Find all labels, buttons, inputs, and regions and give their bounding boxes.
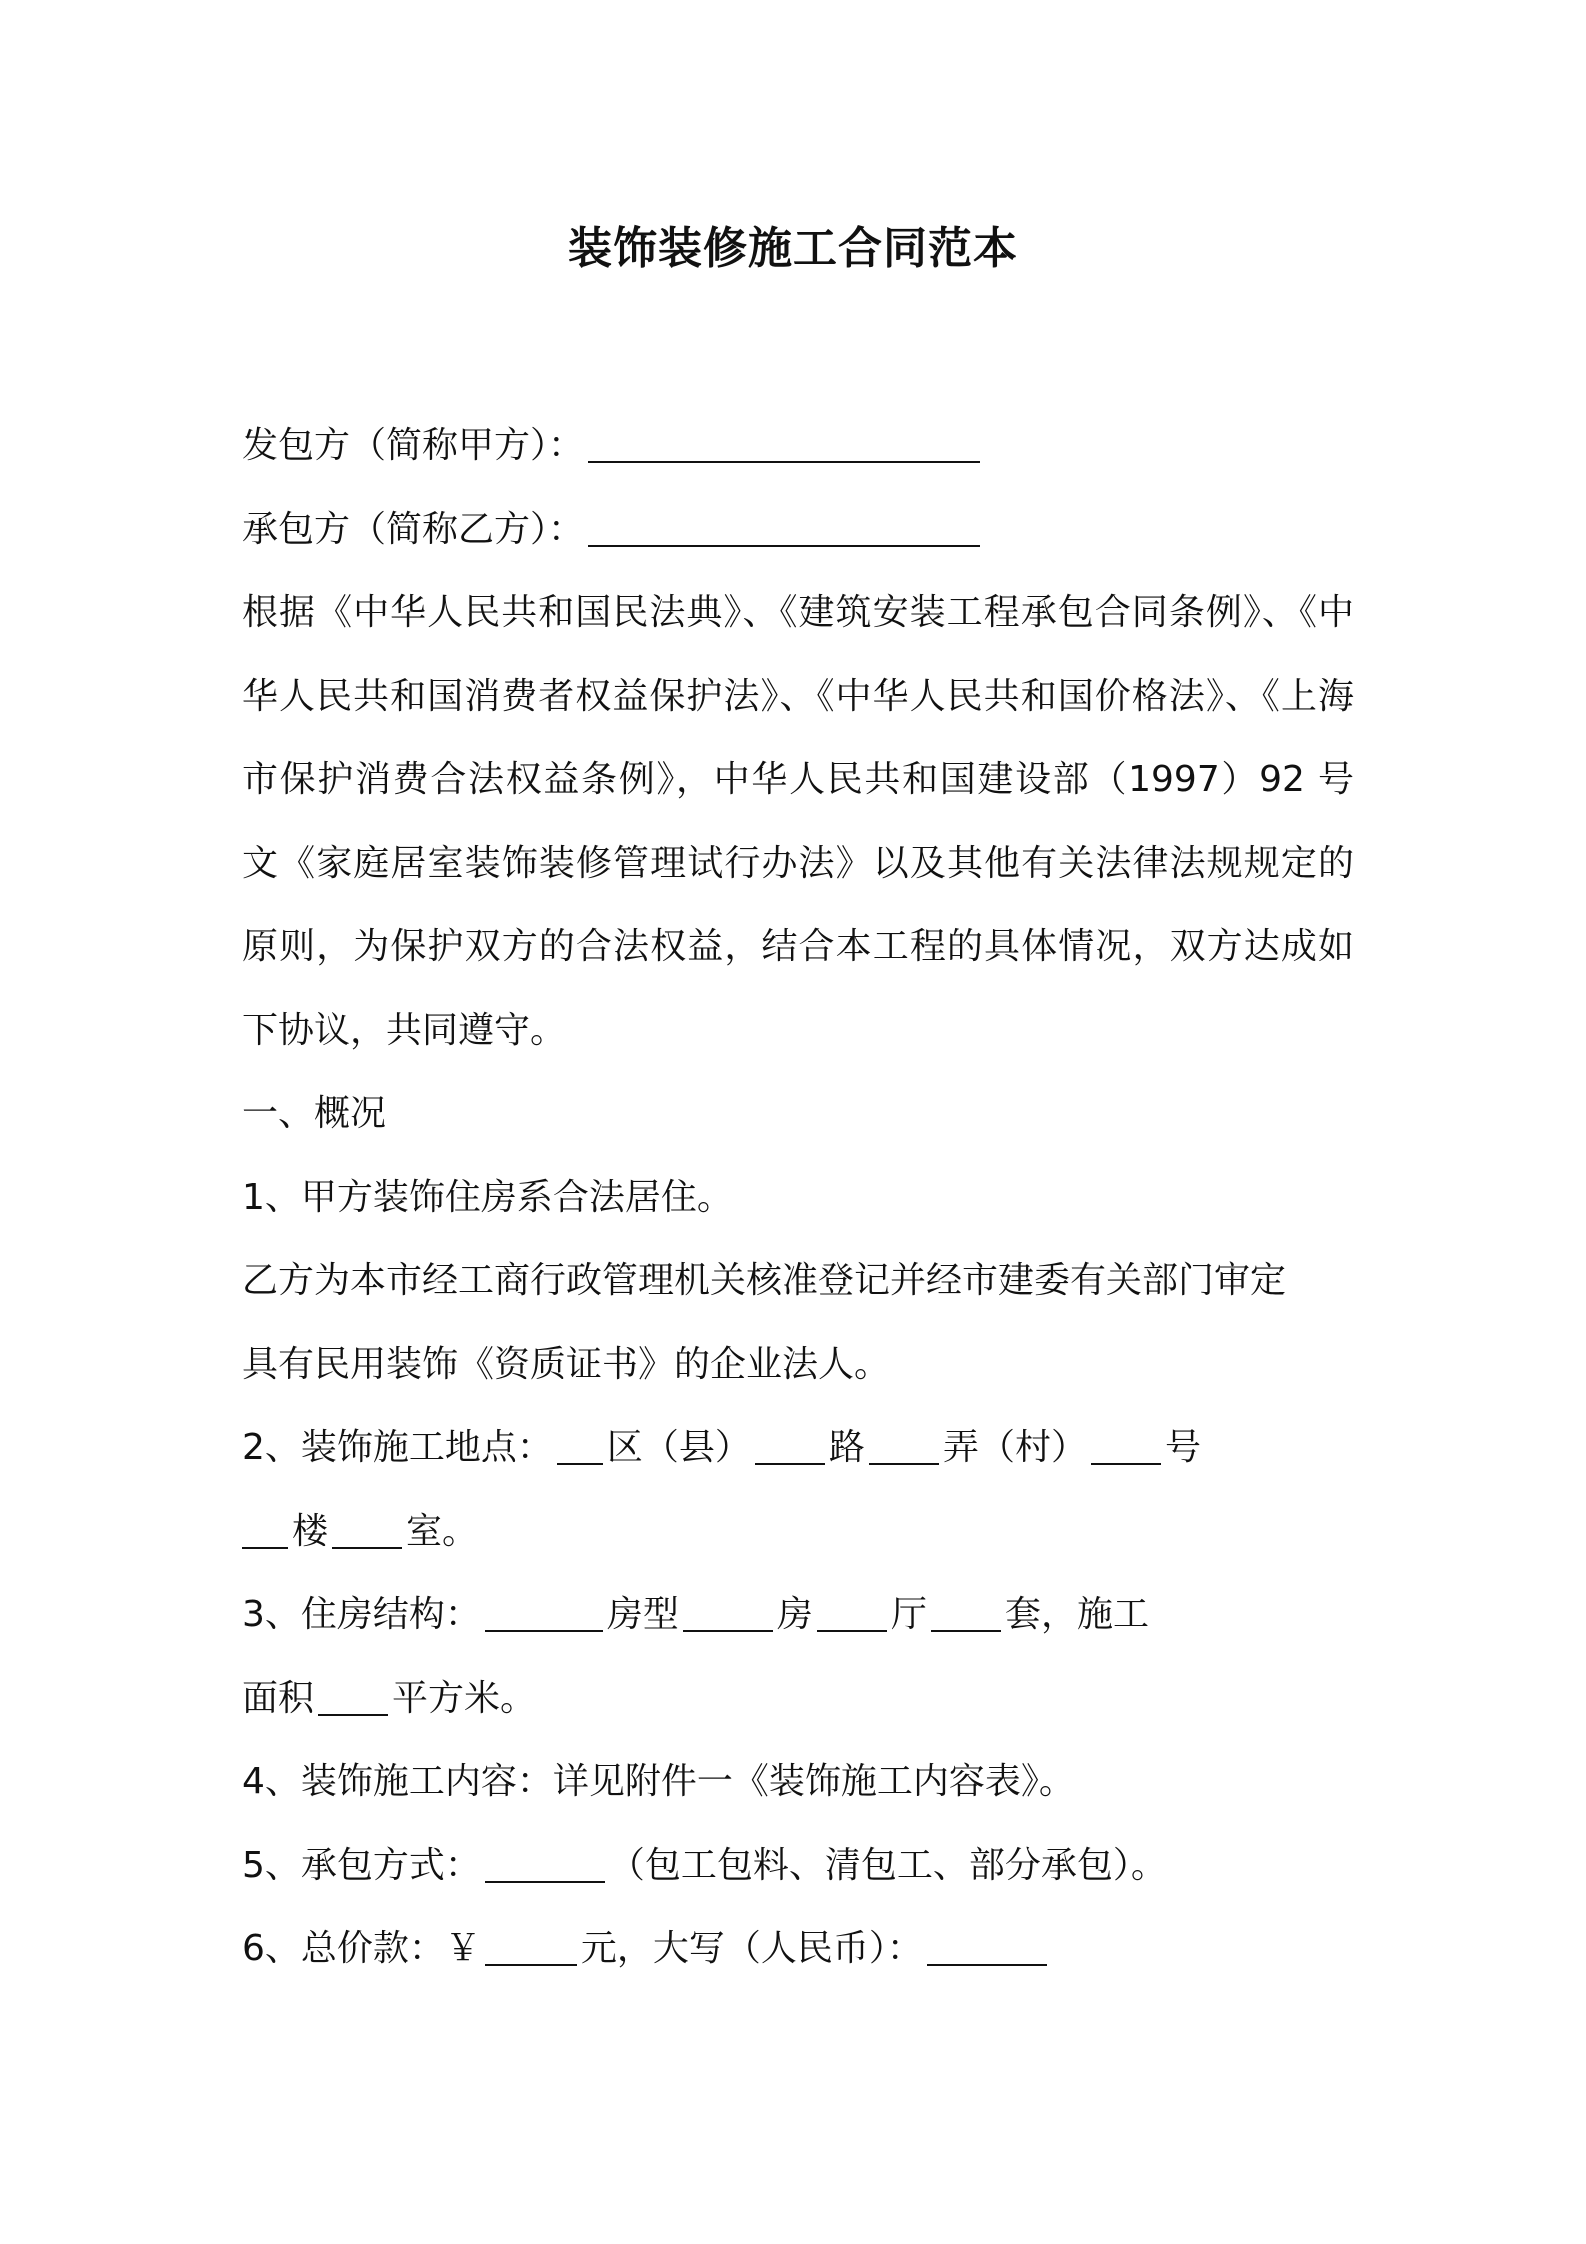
road-blank[interactable]: [755, 1423, 825, 1465]
building-blank[interactable]: [242, 1507, 288, 1549]
halls-blank[interactable]: [817, 1590, 887, 1632]
item-5-label: 5、承包方式：: [242, 1844, 481, 1886]
item-5-contract-mode: [242, 1824, 1354, 1908]
party-a-label: 发包方（简称甲方）：: [242, 425, 585, 466]
party-a-line: [242, 404, 1354, 488]
item-2-address-cont: [242, 1490, 1354, 1574]
preamble-line: 华人民共和国消费者权益保护法》、《中华人民共和国价格法》、《上海: [242, 675, 1354, 717]
district-label: 区（县）: [606, 1427, 751, 1468]
preamble-line: 市保护消费合法权益条例》，中华人民共和国建设部（1997）92 号: [242, 759, 1354, 800]
item-3-structure: [242, 1573, 1354, 1657]
party-b-label: 承包方（简称乙方）：: [242, 508, 585, 550]
contract-mode-blank[interactable]: [485, 1841, 605, 1883]
number-blank[interactable]: [1091, 1423, 1161, 1465]
item-3-label: 3、住房结构：: [242, 1594, 481, 1635]
item-1-detail: 具有民用装饰《资质证书》的企业法人。: [242, 1343, 891, 1385]
preamble-line: 文《家庭居室装饰装修管理试行办法》以及其他有关法律法规规定的: [242, 842, 1354, 884]
area-label: 面积: [242, 1677, 315, 1719]
structure-blank[interactable]: [485, 1590, 603, 1632]
preamble-line: 下协议，共同遵守。: [242, 1009, 567, 1051]
price-words-blank[interactable]: [927, 1924, 1047, 1966]
sets-blank[interactable]: [931, 1590, 1001, 1632]
area-blank[interactable]: [318, 1674, 388, 1716]
party-b-line: [242, 488, 1354, 572]
item-3-area: [242, 1657, 1354, 1741]
item-6-label: 6、总价款：￥: [242, 1928, 481, 1969]
price-unit: 元，大写（人民币）：: [580, 1928, 923, 1969]
sets-label: 套，施工: [1004, 1594, 1149, 1635]
building-label: 楼: [292, 1510, 329, 1552]
room-blank[interactable]: [332, 1507, 402, 1549]
contract-body: [242, 404, 1354, 1991]
preamble-line: 原则，为保护双方的合法权益，结合本工程的具体情况，双方达成如: [242, 926, 1354, 967]
document-title: 装饰装修施工合同范本: [568, 223, 1018, 274]
item-1-detail: 乙方为本市经工商行政管理机关核准登记并经市建委有关部门审定: [242, 1260, 1287, 1301]
room-label: 室。: [406, 1510, 479, 1552]
lane-blank[interactable]: [869, 1423, 939, 1465]
item-2-label: 2、装饰施工地点：: [242, 1427, 553, 1468]
preamble-line: 根据《中华人民共和国民法典》、《建筑安装工程承包合同条例》、《中: [242, 592, 1354, 633]
item-4: 4、装饰施工内容：详见附件一《装饰施工内容表》。: [242, 1761, 1075, 1802]
item-1: 1、甲方装饰住房系合法居住。: [242, 1176, 733, 1218]
rooms-label: 房: [776, 1594, 813, 1635]
price-number-blank[interactable]: [485, 1924, 577, 1966]
item-2-address: [242, 1406, 1354, 1490]
number-label: 号: [1164, 1427, 1201, 1468]
halls-label: 厅: [890, 1594, 927, 1635]
rooms-blank[interactable]: [683, 1590, 773, 1632]
contract-mode-options: （包工包料、清包工、部分承包）。: [608, 1844, 1167, 1886]
party-b-blank[interactable]: [588, 505, 980, 547]
section-heading: 一、概况: [242, 1093, 387, 1134]
area-unit: 平方米。: [392, 1677, 537, 1719]
lane-label: 弄（村）: [942, 1427, 1087, 1468]
item-6-total-price: [242, 1907, 1354, 1991]
type-label: 房型: [606, 1594, 679, 1635]
district-blank[interactable]: [557, 1423, 603, 1465]
party-a-blank[interactable]: [588, 421, 980, 463]
road-label: 路: [828, 1427, 865, 1468]
